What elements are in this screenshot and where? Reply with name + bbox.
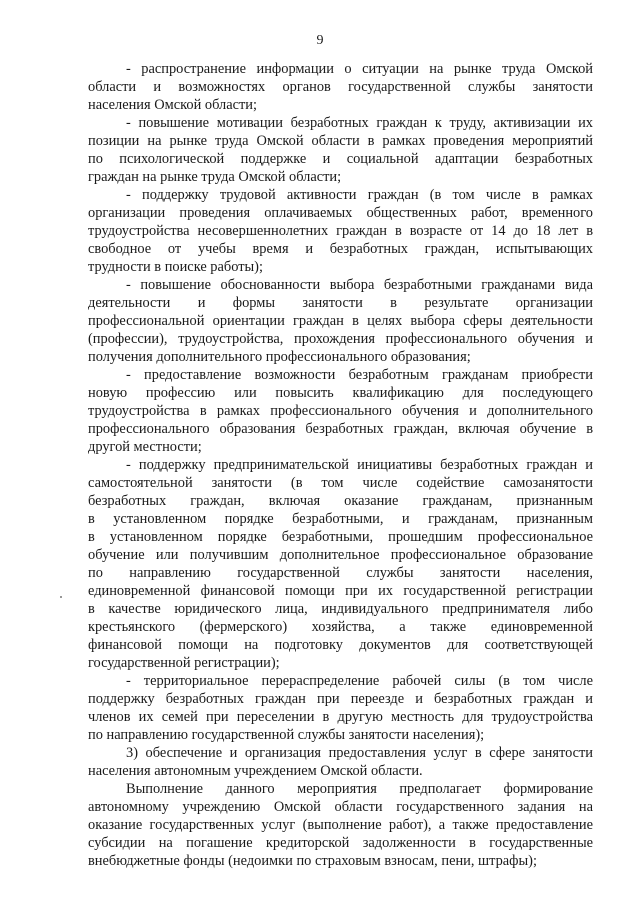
paragraph-entrepreneurship [88, 456, 593, 672]
text-line: организации проведения оплачиваемых общественных работ, временного [88, 205, 593, 221]
paragraph-retraining [88, 366, 593, 456]
text-line: (профессии), трудоустройства, прохождения профессионального обучения и [88, 331, 593, 347]
text-line: по психологической поддержке и социальной адаптации безработных [88, 151, 593, 167]
text-line: - поддержку предпринимательской инициативы безработных граждан и [126, 457, 593, 473]
text-line: поддержку безработных граждан при переезде и безработных граждан и [88, 691, 593, 707]
page-number: 9 [316, 33, 324, 48]
text-line: самостоятельной занятости (в том числе содействие самозанятости [88, 475, 593, 491]
paragraph-motivation [88, 114, 593, 186]
text-line: по направлению государственной службы занятости населения, [88, 565, 593, 581]
text-line: - территориальное перераспределение рабочей силы (в том числе [126, 673, 593, 689]
text-line: трудоустройства в рамках профессионального обучения и дополнительного [88, 403, 593, 419]
paragraph-labor-redistribution [88, 672, 593, 744]
text-line: - предоставление возможности безработным гражданам приобрести [126, 367, 593, 383]
text-line: профессиональной ориентации граждан в целях выбора сферы деятельности [88, 313, 593, 329]
text-line: обучение или получившим дополнительное профессиональное образование [88, 547, 593, 563]
text-line: внебюджетные фонды (недоимки по страховым взносам, пени, штрафы); [88, 853, 537, 869]
text-line: автономному учреждению Омской области государственного задания на [88, 799, 593, 815]
text-line: - повышение мотивации безработных граждан к труду, активизации их [126, 115, 593, 131]
text-line: получения дополнительного профессионального образования; [88, 349, 471, 365]
text-line: позиции на рынке труда Омской области в рамках проведения мероприятий [88, 133, 593, 149]
text-line: - поддержку трудовой активности граждан (в том числе в рамках [126, 187, 593, 203]
paragraph-info-dissemination [88, 60, 593, 114]
text-line: государственной регистрации); [88, 655, 280, 671]
paragraph-implementation [88, 780, 593, 870]
text-line: трудности в поиске работы); [88, 259, 263, 275]
text-line: Выполнение данного мероприятия предполагает формирование [126, 781, 593, 797]
text-line: - распространение информации о ситуации на рынке труда Омской [126, 61, 593, 77]
margin-mark [60, 596, 62, 598]
text-line: оказание государственных услуг (выполнение работ), а также предоставление [88, 817, 593, 833]
text-line: по направлению государственной службы занятости населения); [88, 727, 485, 743]
text-line: субсидии на погашение кредиторской задолженности в государственные [88, 835, 593, 851]
text-line: населения Омской области; [88, 97, 257, 113]
text-line: в установленном порядке безработными, прошедшим профессиональное [88, 529, 593, 545]
text-line: в установленном порядке безработными, и гражданам, признанным [88, 511, 593, 527]
paragraph-item-3 [88, 744, 593, 780]
document-body [88, 60, 593, 870]
text-line: новую профессию или повысить квалификацию для последующего [88, 385, 593, 401]
text-line: профессионального образования безработных граждан, включая обучение в [88, 421, 593, 437]
text-line: 3) обеспечение и организация предоставления услуг в сфере занятости [126, 745, 593, 761]
text-line: единовременной финансовой помощи при их государственной регистрации [88, 583, 593, 599]
text-line: - повышение обоснованности выбора безработными гражданами вида [126, 277, 593, 293]
text-line: трудоустройства несовершеннолетних граждан в возрасте от 14 до 18 лет в [88, 223, 593, 239]
text-line: безработных граждан, включая оказание гражданам, признанным [88, 493, 593, 509]
paragraph-labor-activity [88, 186, 593, 276]
text-line: членов их семей при переселении в другую местность для трудоустройства [88, 709, 593, 725]
text-line: граждан на рынке труда Омской области; [88, 169, 342, 185]
text-line: населения автономным учреждением Омской области. [88, 763, 423, 779]
text-line: крестьянского (фермерского) хозяйства, а также единовременной [88, 619, 593, 635]
paragraph-career-guidance [88, 276, 593, 366]
text-line: деятельности и формы занятости в результате организации [88, 295, 593, 311]
text-line: области и возможностях органов государственной службы занятости [88, 79, 593, 95]
text-line: другой местности; [88, 439, 202, 455]
text-line: финансовой помощи на подготовку документов для соответствующей [88, 637, 593, 653]
text-line: свободное от учебы время и безработных граждан, испытывающих [88, 241, 593, 257]
text-line: в качестве юридического лица, индивидуального предпринимателя либо [88, 601, 593, 617]
